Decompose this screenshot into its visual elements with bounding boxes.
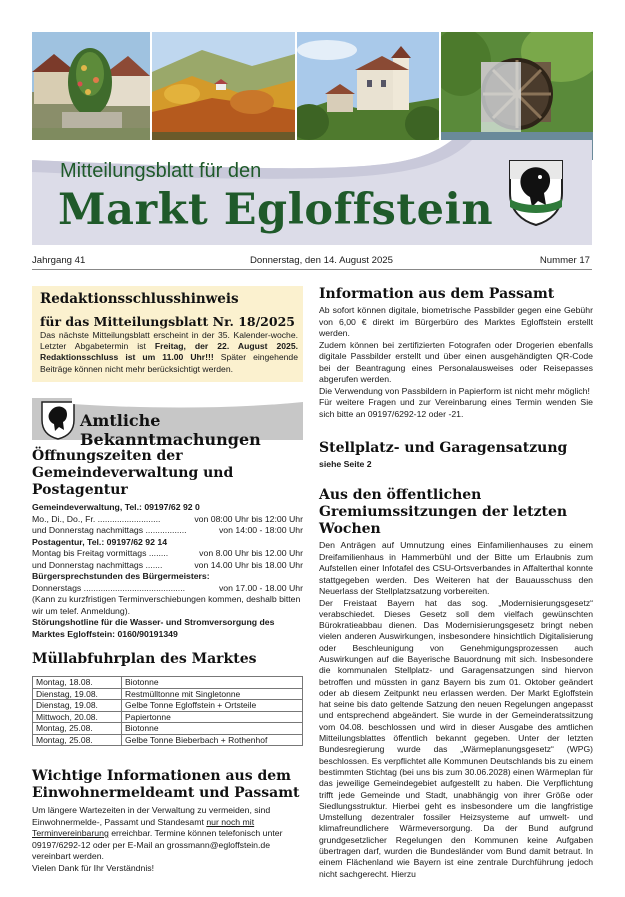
council-p2: Der Freistaat Bayern hat das sog. „Modernisierungsgesetz“ verabschiedet. Dieses Gesetz soll dem vielfach gewünschten Bürokratieabbau dienen. Das Modernisierungsgesetz bringt neben vielen anderen Auswirkungen, insbesondere hinsichtlich Digitalisierung oder Beschleunigung von Genehmigungsprozessen auch Auswirkungen auf die Bayerische Bauordnung mit sich. Insbesondere die kommunalen Stellplatz- und Garagensatzungen sind hiervon betroffen und müssten in ganz Bayern bis zum 01. Oktober geändert oder ab diesem Zeitpunkt neu erlassen werden. Der Markt Egloffstein hat seine bis dato geltende Satzung den neuen Regelungen angepasst und entsprechend abgeändert. Sie wurde in der Gemeinderatssitzung vom 04.08. beschlossen und wird in dieser Ausgabe des amtlichen Mitteilungsblattes öffentlich bekannt gegeben. Unter der letzten Bundesregierung wurde das „Wärmeplanungsgesetz“ (WPG) beschlossen. Es verpflichtet alle Kommunen Deutschlands bis zu einem bestimmten Stichtag (bei uns bis zum 30.06.2028) einen Wärmeplan für das jeweilige Gemeindegebiet aufgestellt zu haben. Die Verpflichtung trifft jede Gemeinde und Stadt, unabhängig von ihrer Größe oder Siedlungsstruktur. Hierbei geht es insbesondere um die langfristige Umstellung dezentraler fossiler Heizsysteme auf umwelt- und klimafreundlichere Wärmeversorgung. Da der Bund aufgrund grundgesetzlicher Regelungen den Kommunen keine Aufgaben übertragen darf, wurden die Bundesländer vom Bund damit betraut. In einem Flächenland wie Bayern ist eine zentrale Durchführung jedoch nicht sachgerecht. Hierzu <box>319 597 593 879</box>
hours-row: Donnerstags .......................................... von 17.00 - 18.00 Uhr <box>32 582 303 593</box>
hours-row: Montag bis Freitag vormittags ........ von 8.00 Uhr bis 12.00 Uhr <box>32 548 303 558</box>
section-banner <box>32 398 303 449</box>
hotline: Störungshotline für die Wasser- und Stromversorgung des Marktes Egloffstein: 0160/90191349 <box>32 617 275 639</box>
coat-of-arms-icon <box>506 157 566 227</box>
registry-thanks: Vielen Dank für Ihr Verständnis! <box>32 862 155 873</box>
masthead-subtitle: Mitteilungsblatt für den <box>60 160 262 182</box>
notice-subtitle: für das Mitteilungsblatt Nr. 18/2025 <box>40 314 295 329</box>
passamt-p3: Die Verwendung von Passbildern in Papierform ist nicht mehr möglich! <box>319 385 590 396</box>
passamt-p1: Ab sofort können digitale, biometrische Passbilder gegen eine Gebühr von 6,00 € direkt im Bürgerbüro des Marktes Egloffstein erstellt werden. <box>319 305 593 338</box>
council-section <box>319 487 593 880</box>
waste-title: Müllabfuhrplan des Marktes <box>32 651 257 667</box>
admin-phone: Gemeindeverwaltung, Tel.: 09197/62 92 0 <box>32 502 200 512</box>
registry-section <box>32 768 303 874</box>
registry-title: Wichtige Informationen aus dem Einwohnermeldeamt und Passamt <box>32 768 300 801</box>
mayor-hours-label: Bürgersprechstunden des Bürgermeisters: <box>32 571 210 581</box>
hours-note: (Kann zu kurzfristigen Terminverschiebungen kommen, deshalb bitten wir um telef. Anmeldung). <box>32 594 301 616</box>
deadline-notice-box <box>32 286 303 382</box>
header-photo-autumn-valley <box>152 32 295 142</box>
passamt-section <box>319 286 593 420</box>
opening-hours-title: Öffnungszeiten der Gemeindeverwaltung und Postagentur <box>32 448 234 498</box>
registry-text: Um längere Wartezeiten in der Verwaltung zu vermeiden, sind Einwohnermelde-, Passamt und Standesamt nur noch mit Terminvereinbarung erreichbar. Termine können telefonisch unter 09197/6292-12 oder per E-Mail an grossmann@egloffstein.de vereinbart werden. <box>32 805 283 861</box>
parking-title: Stellplatz- und Garagensatzung <box>319 440 568 456</box>
council-p1: Den Anträgen auf Umnutzung eines Einfamilienhauses zu einem Dreifamilienhaus in Hammerbühl und der Bitte um Erlaubnis zum Aufstellen einer Infotafel des CSU-Ortsverbandes in Affalterthal konnte stattgegeben werden. Des Weiteren hat der Bauausschuss den Neuerlass der Stellplatzsatzung vorbereiten. <box>319 540 593 596</box>
issue-volume: Jahrgang 41 <box>32 255 86 266</box>
notice-title: Redaktionsschlusshinweis <box>40 291 239 307</box>
parking-ref: siehe Seite 2 <box>319 459 372 469</box>
hours-row: Mo., Di., Do., Fr. .......................... von 08:00 Uhr bis 12:00 Uhr <box>32 513 303 524</box>
post-phone: Postagentur, Tel.: 09197/62 92 14 <box>32 536 168 547</box>
table-row: Montag, 25.08. Gelbe Tonne Bieberbach + Rothenhof <box>33 734 303 746</box>
hours-row: und Donnerstag nachmittags ................. von 14:00 - 18:00 Uhr <box>32 525 303 535</box>
council-title: Aus den öffentlichen Gremiumssitzungen der letzten Wochen <box>319 487 568 537</box>
section-banner-title: Amtliche Bekanntmachungen <box>80 411 261 449</box>
parking-section <box>319 440 593 471</box>
notice-text: Das nächste Mitteilungsblatt erscheint in der 35. Kalender-woche. Letzter Abgabetermin ist Freitag, der 22. August 2025. Redaktionsschluss ist um 11.00 Uhr!!! Später eingehende Beiträge können nicht mehr berücksichtigt werden. <box>40 330 298 374</box>
passamt-p4: Für weitere Fragen und zur Vereinbarung eines Termin wenden Sie sich bitte an 09197/6292-12 oder -21. <box>319 397 593 419</box>
waste-schedule-table <box>32 676 303 746</box>
opening-hours-section <box>32 448 303 640</box>
table-row: Montag, 18.08. Biotonne <box>33 677 303 689</box>
header-photo-castle <box>297 32 439 142</box>
issue-date: Donnerstag, den 14. August 2025 <box>250 255 393 266</box>
hours-row: und Donnerstag nachmittags ....... von 14.00 Uhr bis 18.00 Uhr <box>32 559 303 570</box>
table-row: Dienstag, 19.08. Gelbe Tonne Egloffstein + Ortsteile <box>33 700 303 712</box>
passamt-title: Information aus dem Passamt <box>319 286 555 302</box>
issue-number: Nummer 17 <box>539 255 590 266</box>
issue-info-bar <box>32 253 592 270</box>
table-row: Mittwoch, 20.08. Papiertonne <box>33 711 303 723</box>
table-row: Montag, 25.08. Biotonne <box>33 723 303 735</box>
section-crest-icon <box>40 400 76 440</box>
table-row: Dienstag, 19.08. Restmülltonne mit Singletonne <box>33 688 303 700</box>
passamt-p2: Zudem können bei zertifizierten Fotografen oder Drogerien ebenfalls digitale Passbilder erstellt und über einen ausgehändigten QR-Code bei der Beantragung eines Personalausweises oder Reisepasses abgerufen werden. <box>319 339 593 384</box>
masthead-title: Markt Egloffstein <box>58 185 494 235</box>
header-photo-fountain <box>32 32 150 142</box>
